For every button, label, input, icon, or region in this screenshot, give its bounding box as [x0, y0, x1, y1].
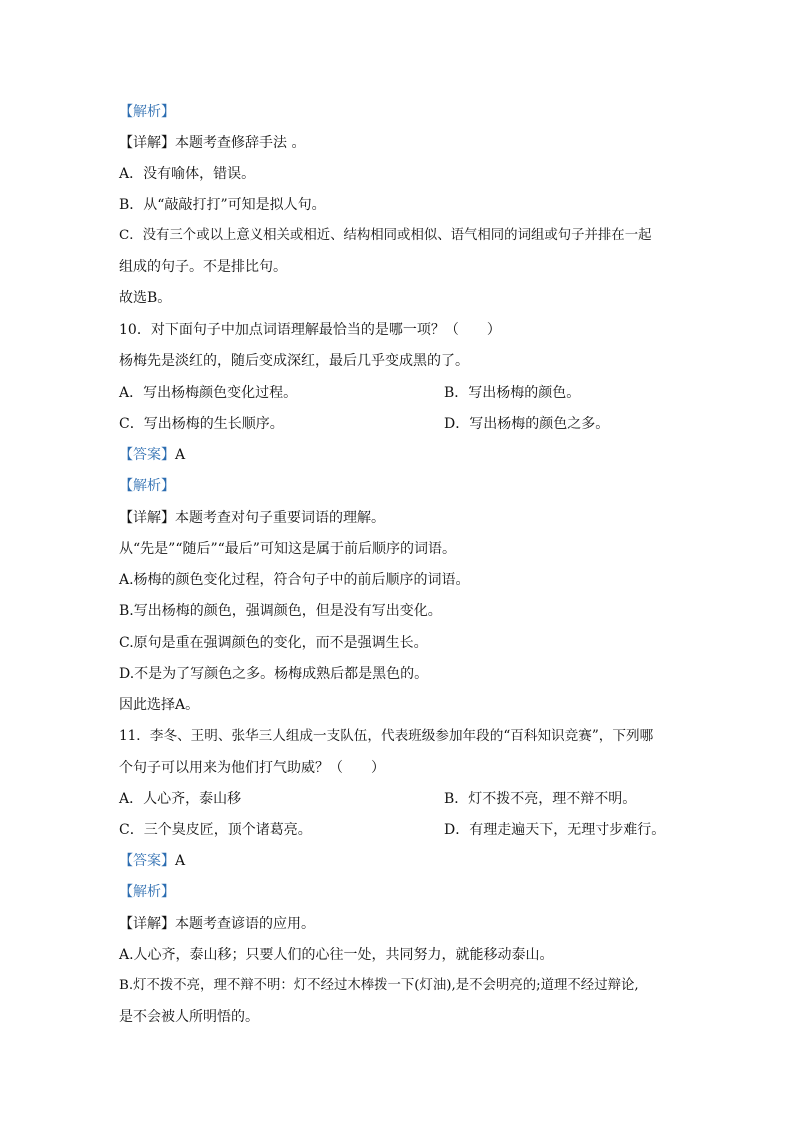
q11-option-d: D．有理走遍天下，无理寸步难行。: [444, 822, 666, 838]
q10-analysis-2: A.杨梅的颜色变化过程，符合句子中的前后顺序的词语。: [119, 572, 470, 588]
q10-conclusion: 因此选择A。: [119, 697, 200, 713]
q9-line-a: A．没有喻体，错误。: [119, 166, 256, 182]
q9-jiexi-tag: 【解析】: [119, 104, 175, 120]
q11-analysis-1: A.人心齐，泰山移；只要人们的心往一处，共同努力，就能移动泰山。: [119, 947, 554, 963]
q11-answer: [119, 851, 679, 871]
q10-jiexi-tag: 【解析】: [119, 478, 175, 494]
q9-line-c2: 组成的句子。不是排比句。: [119, 259, 287, 275]
q9-conclusion: 故选B。: [119, 290, 172, 306]
q11-analysis-2: B.灯不拨不亮，理不辩不明：灯不经过木棒拨一下(灯油),是不会明亮的;道理不经过辩论,: [119, 978, 639, 993]
q10-answer: [119, 445, 679, 465]
q10-analysis-4: C.原句是重在强调颜色的变化，而不是强调生长。: [119, 635, 428, 651]
q10-sentence: 杨梅先是淡红的，随后变成深红，最后几乎变成黑的了。: [119, 353, 469, 369]
q11-option-c: C．三个臭皮匠，顶个诸葛亮。: [119, 822, 312, 838]
q11-analysis-3: 是不会被人所明悟的。: [119, 1009, 259, 1025]
q10-question: 10．对下面句子中加点词语理解最恰当的是哪一项？（ ）: [119, 322, 501, 338]
q9-line-b: B．从“敲敲打打”可知是拟人句。: [119, 197, 326, 213]
q11-answer-value: A: [175, 853, 186, 869]
q10-answer-tag: 【答案】: [119, 447, 175, 463]
q9-line-c1: C．没有三个或以上意义相关或相近、结构相同或相似、语气相同的词组或句子并排在一起: [119, 228, 652, 243]
q11-jiexi-tag: 【解析】: [119, 884, 175, 900]
q9-xiangjie: 【详解】本题考查修辞手法 。: [119, 135, 306, 151]
q11-question-1: 11．李冬、王明、张华三人组成一支队伍，代表班级参加年段的“百科知识竞赛”，下列哪: [119, 728, 654, 744]
q11-option-b: B．灯不拨不亮，理不辩不明。: [444, 791, 637, 807]
q11-option-a: A．人心齐，泰山移: [119, 791, 242, 807]
q11-xiangjie: 【详解】本题考查谚语的应用。: [119, 916, 315, 932]
q10-analysis-3: B.写出杨梅的颜色，强调颜色，但是没有写出变化。: [119, 603, 442, 619]
q10-xiangjie: 【详解】本题考查对句子重要词语的理解。: [119, 510, 385, 526]
q10-option-b: B．写出杨梅的颜色。: [444, 385, 581, 401]
q11-question-2: 个句子可以用来为他们打气助威？（ ）: [119, 760, 385, 776]
q10-answer-value: A: [175, 447, 186, 463]
q11-answer-tag: 【答案】: [119, 853, 175, 869]
q10-option-d: D．写出杨梅的颜色之多。: [444, 416, 610, 432]
q10-analysis-1: 从“先是”“随后”“最后”可知这是属于前后顺序的词语。: [119, 541, 456, 557]
q10-option-c: C．写出杨梅的生长顺序。: [119, 416, 284, 432]
q10-option-a: A．写出杨梅颜色变化过程。: [119, 385, 298, 401]
q10-analysis-5: D.不是为了写颜色之多。杨梅成熟后都是黑色的。: [119, 666, 429, 682]
